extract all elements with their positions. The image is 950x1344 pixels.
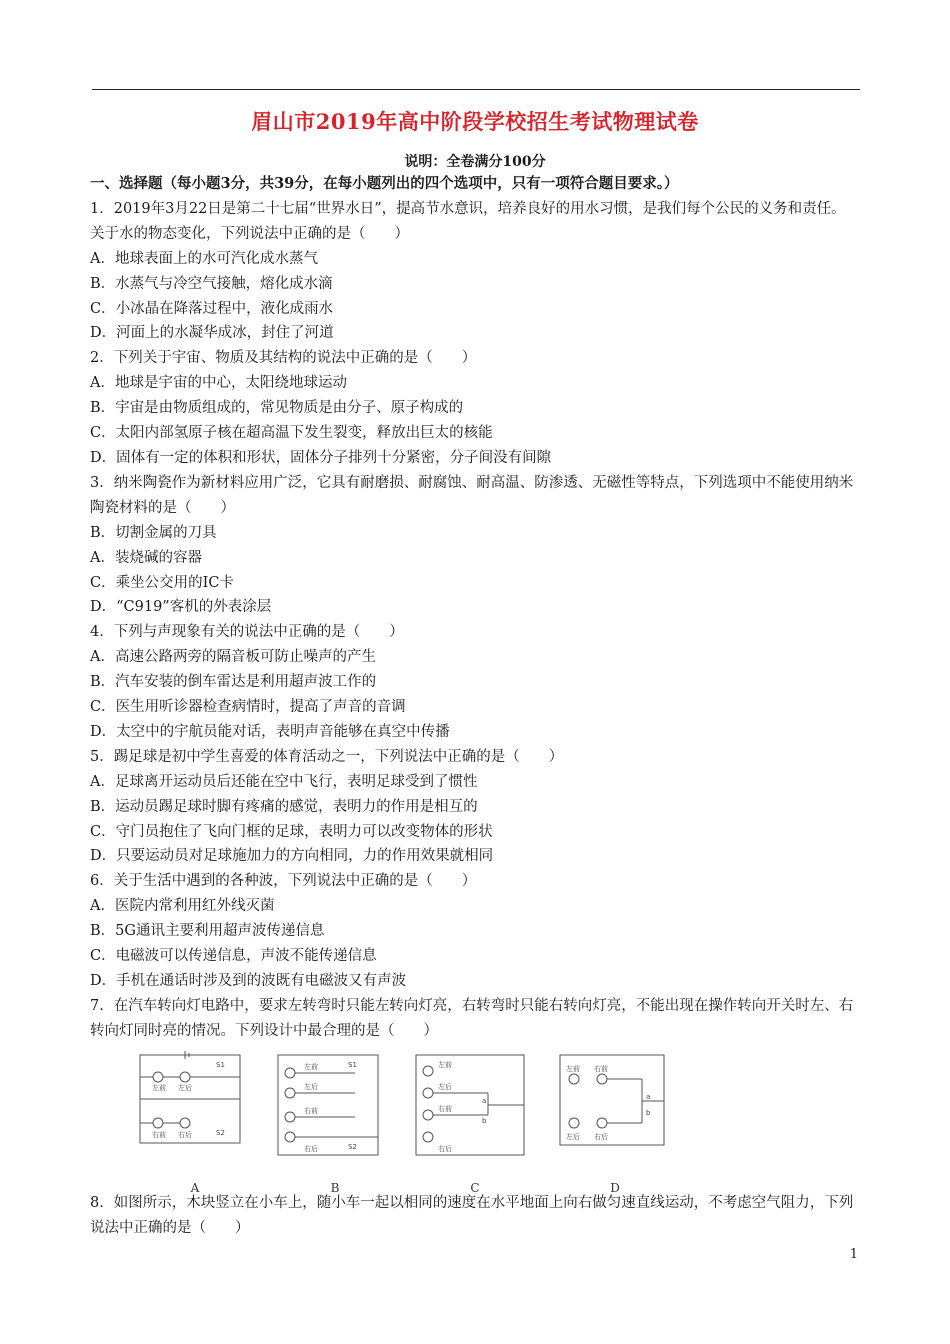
- circuit-b: [270, 1045, 400, 1195]
- lamp-right-rear: 右后: [594, 1133, 608, 1141]
- question-1-option: B．水蒸气与冷空气接触，熔化成水滴: [90, 275, 333, 292]
- exam-title: 眉山市2019年高中阶段学校招生考试物理试卷: [251, 109, 699, 134]
- lamp-right-rear: 右后: [178, 1131, 192, 1139]
- lamp-right-rear: 右后: [438, 1145, 452, 1153]
- circuit-label-c: C: [470, 1181, 480, 1195]
- question-6-option: D．手机在通话时涉及到的波既有电磁波又有声波: [90, 973, 407, 989]
- question-5-stem: 5．踢足球是初中学生喜爱的体育活动之一，下列说法中正确的是（ ）: [90, 748, 564, 765]
- question-5-option: A．足球离开运动员后还能在空中飞行，表明足球受到了惯性: [90, 773, 478, 790]
- question-2-option: A．地球是宇宙的中心，太阳绕地球运动: [90, 375, 347, 392]
- question-3-option: B．切割金属的刀具: [90, 524, 217, 541]
- lamp-left-front: 左前: [438, 1061, 452, 1069]
- lamp-right-front: 右前: [304, 1107, 318, 1115]
- contact-a-label: a: [646, 1093, 651, 1101]
- lamp-right-front: 右前: [594, 1065, 608, 1073]
- lamp-left-front: 左前: [152, 1084, 166, 1092]
- circuit-label-b: B: [330, 1181, 340, 1195]
- question-3-option: D．“C919”客机的外表涂层: [90, 599, 272, 616]
- lamp-left-rear: 左后: [566, 1133, 580, 1141]
- question-2-option: D．固体有一定的体积和形状，固体分子排列十分紧密，分子间没有间隙: [90, 449, 552, 466]
- question-4-option: D．太空中的宇航员能对话，表明声音能够在真空中传播: [90, 723, 450, 740]
- circuit-a-diagram: [130, 1045, 260, 1175]
- question-7-stem: 7．在汽车转向灯电路中，要求左转弯时只能左转向灯亮，右转弯时只能右转向灯亮，不能出现在操作转向开关时左、右转向灯同时亮的情况。下列设计中最合理的是（ ）: [90, 997, 854, 1039]
- circuit-b-diagram: [270, 1045, 400, 1175]
- question-6-option: A．医院内常利用红外线灭菌: [90, 898, 275, 915]
- circuit-label-a: A: [190, 1181, 200, 1195]
- exam-note: 说明：全卷满分100分: [404, 154, 546, 170]
- contact-b-label: b: [646, 1109, 651, 1117]
- switch-s1-label: S1: [216, 1061, 225, 1069]
- question-2-stem: 2．下列关于宇宙、物质及其结构的说法中正确的是（ ）: [90, 350, 477, 367]
- page-number: 1: [849, 1247, 858, 1262]
- switch-s1-label: S1: [348, 1061, 357, 1069]
- question-4-option: B．汽车安装的倒车雷达是利用超声波工作的: [90, 674, 377, 691]
- question-5-option: B．运动员踢足球时脚有疼痛的感觉，表明力的作用是相互的: [90, 798, 478, 815]
- lamp-right-front: 右前: [152, 1131, 166, 1139]
- contact-b-label: b: [482, 1117, 487, 1125]
- question-4-option: C．医生用听诊器检查病情时，提高了声音的音调: [90, 699, 406, 716]
- question-6-option: C．电磁波可以传递信息，声波不能传递信息: [90, 948, 377, 965]
- circuit-d-diagram: [550, 1045, 680, 1175]
- circuit-c-diagram: [410, 1045, 540, 1175]
- circuit-diagrams: [130, 1045, 690, 1195]
- section-heading: 一、选择题（每小题3分，共39分，在每小题列出的四个选项中，只有一项符合题目要求。）: [90, 175, 679, 192]
- lamp-right-rear: 右后: [304, 1145, 318, 1153]
- question-1-option: D．河面上的水凝华成冰，封住了河道: [90, 325, 334, 342]
- question-6-stem: 6．关于生活中遇到的各种波，下列说法中正确的是（ ）: [90, 873, 477, 890]
- circuit-label-d: D: [610, 1181, 620, 1195]
- question-3-stem: 3．纳米陶瓷作为新材料应用广泛，它具有耐磨损、耐腐蚀、耐高温、防渗透、无磁性等特点，下列选项中不能使用纳米陶瓷材料的是（ ）: [90, 474, 854, 516]
- question-5-option: D．只要运动员对足球施加力的方向相同，力的作用效果就相同: [90, 848, 494, 865]
- circuit-a: [130, 1045, 260, 1195]
- question-4-option: A．高速公路两旁的隔音板可防止噪声的产生: [90, 649, 376, 666]
- lamp-left-rear: 左后: [438, 1083, 452, 1091]
- contact-a-label: a: [482, 1097, 487, 1105]
- question-2-option: C．太阳内部氢原子核在超高温下发生裂变，释放出巨太的核能: [90, 425, 493, 442]
- question-3-option: A．装烧碱的容器: [90, 549, 202, 566]
- lamp-left-rear: 左后: [178, 1084, 192, 1092]
- lamp-left-front: 左前: [566, 1065, 580, 1073]
- question-2-option: B．宇宙是由物质组成的，常见物质是由分子、原子构成的: [90, 400, 464, 417]
- question-1-option: C．小冰晶在降落过程中，液化成雨水: [90, 300, 334, 317]
- circuit-d: [550, 1045, 680, 1195]
- question-1-stem: 1．2019年3月22日是第二十七届“世界水日”，提高节水意识，培养良好的用水习惯，是我们每个公民的义务和责任。关于水的物态变化，下列说法中正确的是（ ）: [90, 200, 846, 242]
- question-4-stem: 4．下列与声现象有关的说法中正确的是（ ）: [90, 624, 404, 641]
- question-3-option: C．乘坐公交用的IC卡: [90, 574, 234, 591]
- question-5-option: C．守门员抱住了飞向门框的足球，表明力可以改变物体的形状: [90, 823, 493, 840]
- question-body: [90, 172, 860, 1044]
- question-8-stem: 8．如图所示，木块竖立在小车上，随小车一起以相同的速度在水平地面上向右做匀速直线运动，不考虑空气阻力，下列说法中正确的是（ ）: [90, 1195, 854, 1236]
- lamp-left-front: 左前: [304, 1063, 318, 1071]
- question-1-option: A．地球表面上的水可汽化成水蒸气: [90, 250, 318, 267]
- circuit-c: [410, 1045, 540, 1195]
- lamp-left-rear: 左后: [304, 1083, 318, 1091]
- switch-s2-label: S2: [348, 1143, 357, 1151]
- question-6-option: B．5G通讯主要利用超声波传递信息: [90, 923, 325, 940]
- header-rule: [92, 89, 860, 90]
- lamp-right-front: 右前: [438, 1105, 452, 1113]
- switch-s2-label: S2: [216, 1129, 225, 1137]
